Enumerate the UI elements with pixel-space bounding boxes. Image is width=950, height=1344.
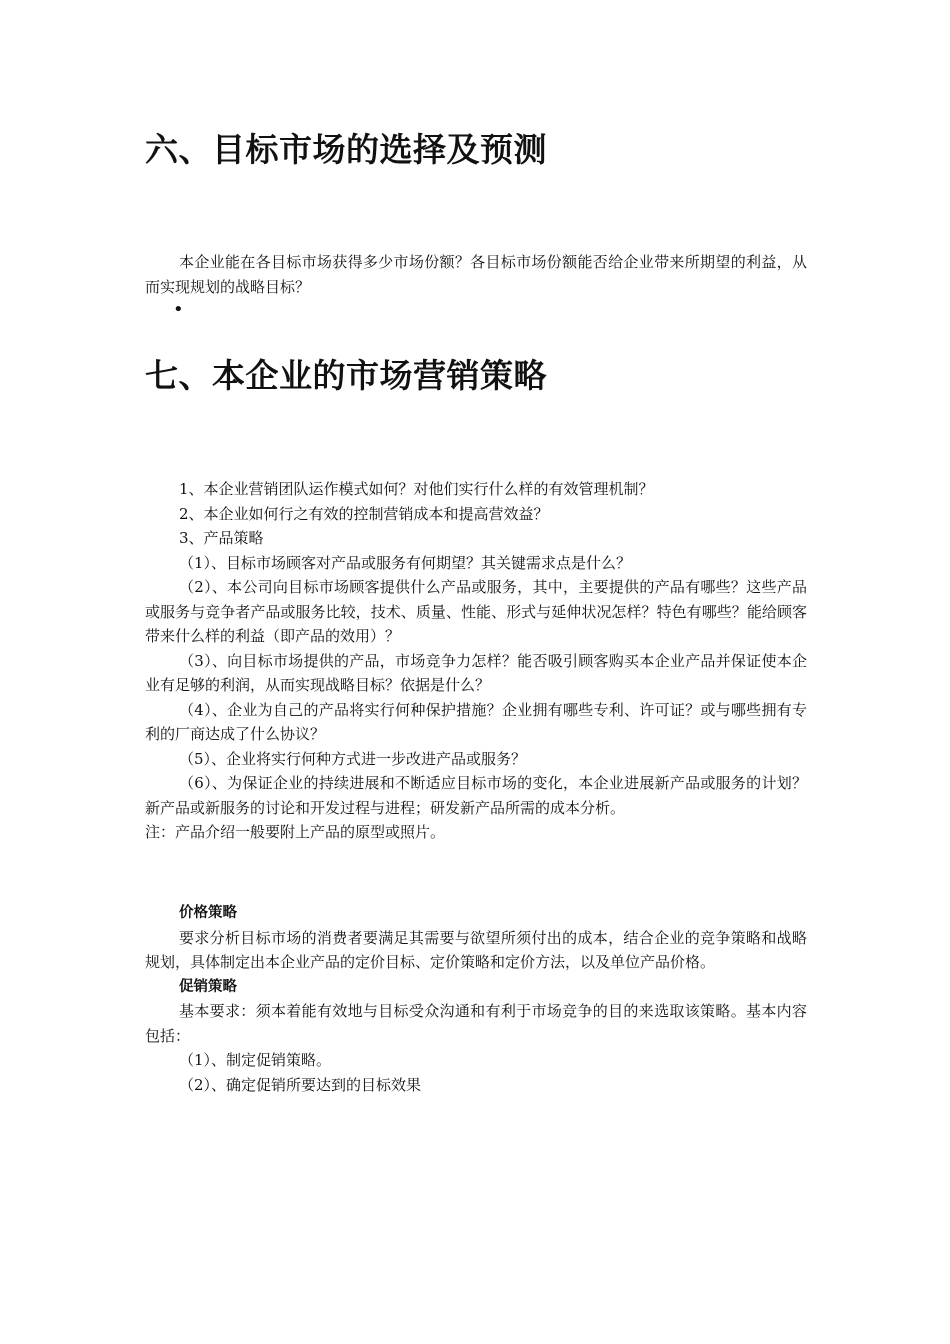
list-item: （2）、本公司向目标市场顾客提供什么产品或服务，其中，主要提供的产品有哪些？这些产品或服务与竞争者产品或服务比较，技术、质量、性能、形式与延伸状况怎样？特色有哪些？能给顾客带来什么样的利益（即产品的效用）？ xyxy=(145,578,807,645)
list-item: （6）、为保证企业的持续进展和不断适应目标市场的变化，本企业进展新产品或服务的计划？新产品或新服务的讨论和开发过程与进程；研发新产品所需的成本分析。 xyxy=(145,774,807,817)
list-item: 1、本企业营销团队运作模式如何？对他们实行什么样的有效管理机制？ xyxy=(179,480,654,498)
product-note: 注：产品介绍一般要附上产品的原型或照片。 xyxy=(145,823,446,841)
pricing-promotion-section xyxy=(145,901,807,1097)
list-item: （3）、向目标市场提供的产品，市场竞争力怎样？能否吸引顾客购买本企业产品并保证使本企业有足够的利润，从而实现战略目标？依据是什么？ xyxy=(145,651,807,694)
promotion-strategy-title: 促销策略 xyxy=(179,978,237,995)
promotion-strategy-text: 基本要求：须本着能有效地与目标受众沟通和有利于市场竞争的目的来选取该策略。基本内容包括： xyxy=(145,1002,807,1045)
list-item: 2、本企业如何行之有效的控制营销成本和提高营效益？ xyxy=(179,504,549,523)
section-six-body xyxy=(145,250,807,299)
promotion-item: （2）、确定促销所要达到的目标效果 xyxy=(179,1075,422,1094)
list-item: （4）、企业为自己的产品将实行何种保护措施？企业拥有哪些专利、许可证？或与哪些拥有专利的厂商达成了什么协议？ xyxy=(145,700,807,743)
section-six-paragraph: 本企业能在各目标市场获得多少市场份额？各目标市场份额能否给企业带来所期望的利益，从而实现规划的战略目标？ xyxy=(145,253,807,296)
list-item: （5）、企业将实行何种方式进一步改进产品或服务？ xyxy=(179,749,527,768)
section-seven-list xyxy=(145,477,807,845)
price-strategy-title: 价格策略 xyxy=(179,905,237,921)
promotion-item: （1）、制定促销策略。 xyxy=(179,1051,332,1069)
list-item: 3、产品策略 xyxy=(179,529,264,547)
price-strategy-text: 要求分析目标市场的消费者要满足其需要与欲望所须付出的成本，结合企业的竞争策略和战略规划，具体制定出本企业产品的定价目标、定价策略和定价方法，以及单位产品价格。 xyxy=(145,928,807,971)
list-item: （1）、目标市场顾客对产品或服务有何期望？其关键需求点是什么？ xyxy=(179,553,632,572)
bullet-marker: • xyxy=(173,299,184,320)
section-six-heading: 六、目标市场的选择及预测 xyxy=(145,130,547,169)
section-seven-heading: 七、本企业的市场营销策略 xyxy=(145,356,547,395)
